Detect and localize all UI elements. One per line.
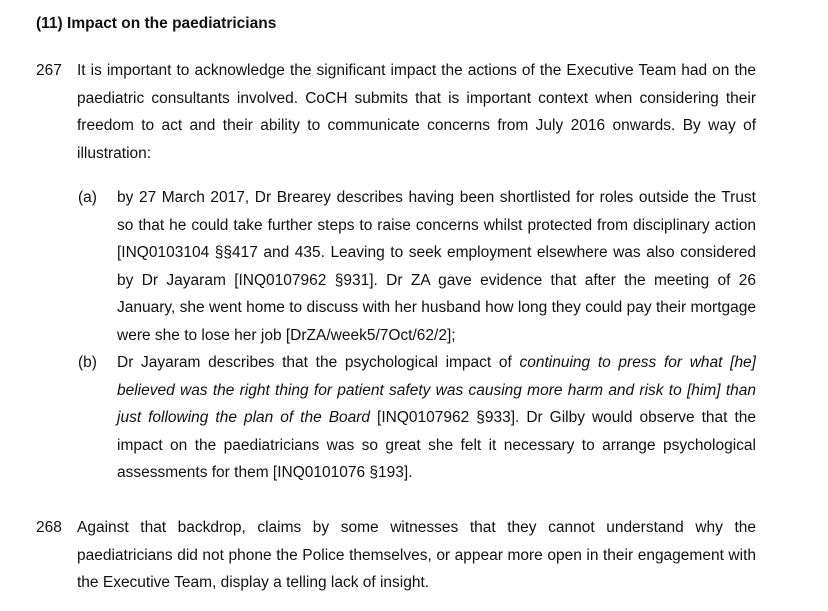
subparagraph-text [117,349,756,487]
subparagraph-text-start: Dr Jayaram describes that the psychological impact of [117,354,520,371]
subparagraph-a [78,184,756,349]
paragraph-number: 267 [36,62,62,79]
paragraph-text: Against that backdrop, claims by some witnesses that they cannot understand why the paediatricians did not phone the Police themselves, or appear more open in their engagement with the Executive Team, display a telling lack of insight. [77,519,756,591]
paragraph-268 [36,514,756,597]
paragraph-text: It is important to acknowledge the significant impact the actions of the Executive Team had on the paediatric consultants involved. CoCH submits that is important context when considering their freedom to act and their ability to communicate concerns from July 2016 onwards. By way of illustration: [77,62,756,162]
section-heading: (11) Impact on the paediatricians [36,15,277,32]
paragraph-number: 268 [36,519,62,536]
subparagraph-text: by 27 March 2017, Dr Brearey describes having been shortlisted for roles outside the Trust so that he could take further steps to raise concerns whilst protected from disciplinary action [INQ0103104 §§417 and 435. Leaving to seek employment elsewhere was also considered by Dr Jayaram [INQ0107962 §931]. Dr ZA gave evidence that after the meeting of 26 January, she went home to discuss with her husband how long they could pay their mortgage were she to lose her job [DrZA/week5/7Oct/62/2]; [117,189,756,344]
subparagraph-b [78,349,756,487]
subparagraph-text-end: [INQ0107962 §933]. Dr Gilby would observe that the impact on the paediatricians was so great she felt it necessary to arrange psychological assessments for them [INQ0101076 §193]. [117,409,756,481]
paragraph-267 [36,57,756,167]
subparagraph-label: (a) [78,189,97,206]
subparagraph-label: (b) [78,354,97,371]
quoted-evidence: continuing to press for what [he] believed was the right thing for patient safety was causing more harm and risk to [him] than just following the plan of the Board [117,354,756,426]
